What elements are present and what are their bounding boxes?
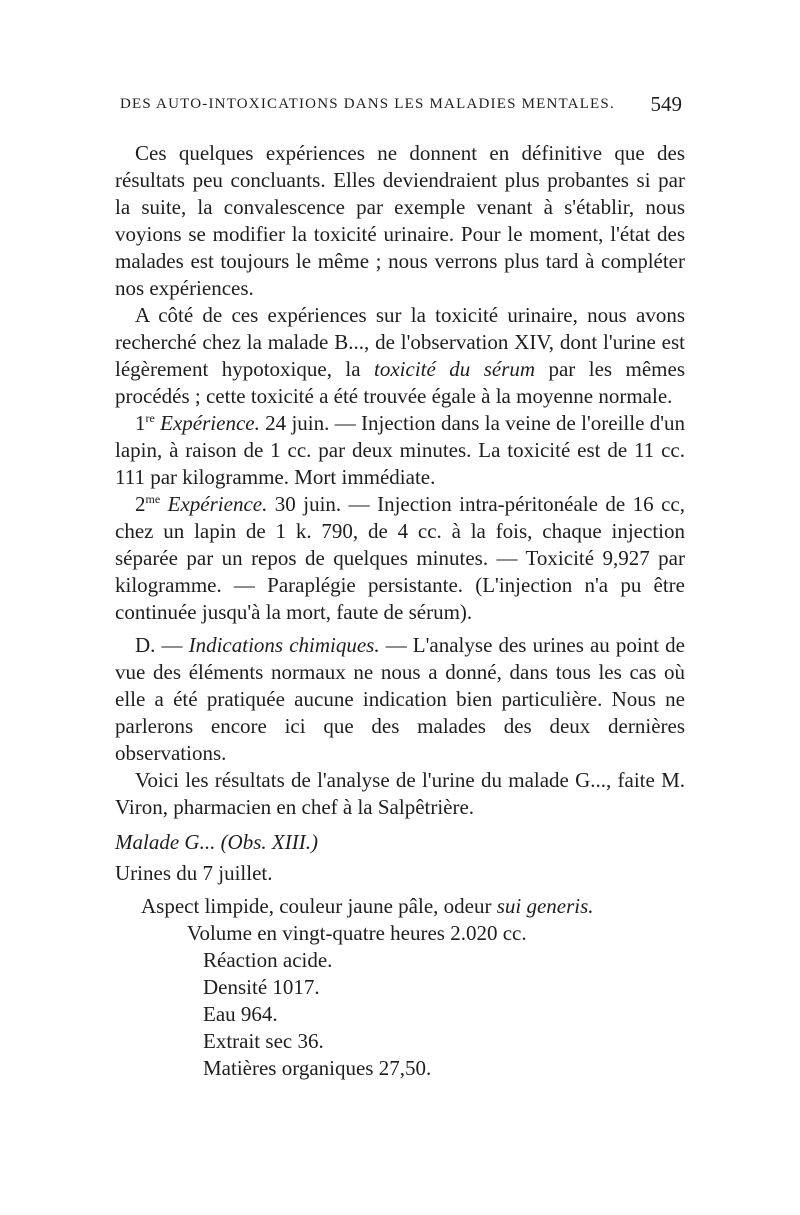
- analysis-caption: Malade G... (Obs. XIII.): [115, 830, 318, 854]
- running-header: [120, 92, 682, 116]
- analysis-item: Réaction acide.: [203, 948, 333, 972]
- page-number: 549: [650, 92, 682, 116]
- paragraph-serum: A côté de ces expériences sur la toxicité urinaire, nous avons recherché chez la malade B..., de l'observation XIV, dont l'urine est légèrement hypotoxique, la toxicité du sérum par les mêmes procédés ; cette toxicité a été trouvée égale à la moyenne normale.: [115, 303, 686, 408]
- analysis-subtitle: Urines du 7 juillet.: [115, 861, 273, 885]
- analysis-item: Matières organiques 27,50.: [203, 1056, 432, 1080]
- running-title: DES AUTO-INTOXICATIONS DANS LES MALADIES MENTALES.: [120, 96, 615, 112]
- page-body: [115, 140, 685, 1082]
- analysis-aspect: Aspect limpide, couleur jaune pâle, odeur sui generis.: [141, 894, 594, 918]
- experience-2-label: Expérience.: [167, 492, 268, 516]
- analysis-item: Extrait sec 36.: [203, 1029, 324, 1053]
- paragraph-results-intro: Voici les résultats de l'analyse de l'urine du malade G..., faite M. Viron, pharmacien en chef à la Salpêtrière.: [115, 768, 685, 819]
- section-d-title: Indications chimiques.: [188, 633, 380, 657]
- experience-2: $2^{me}$ Expérience. 30 juin. — Injection intra-péritonéale de 16 cc, chez un lapin de 1 k. 790, de 4 cc. à la fois, chaque injection séparée par un repos de quelques minutes. — Toxicité 9,927 par kilogramme. — Paraplégie persistante. (L'injection n'a pu être continuée jusqu'à la mort, faute de sérum).: [115, 492, 686, 624]
- analysis-volume: Volume en vingt-quatre heures 2.020 cc.: [187, 921, 527, 945]
- paragraph-conclusions: Ces quelques expériences ne donnent en définitive que des résultats peu concluants. Elles deviendraient plus probantes si par la suite, la convalescence par exemple venant à s'établir, nous voyions se modifier la toxicité urinaire. Pour le moment, l'état des malades est toujours le même ; nous verrons plus tard à compléter nos expériences.: [115, 141, 685, 300]
- experience-1-label: Expérience.: [160, 411, 260, 435]
- analysis-item: Eau 964.: [203, 1002, 278, 1026]
- serum-toxicity-term: toxicité du sérum: [374, 357, 536, 381]
- experience-1: 1re Expérience. 24 juin. — Injection dans la veine de l'oreille d'un lapin, à raison de 1 cc. par deux minutes. La toxicité est de 11 cc. 111 par kilogramme. Mort immédiate.: [115, 411, 685, 489]
- section-d: D. — Indications chimiques. — L'analyse des urines au point de vue des éléments normaux ne nous a donné, dans tous les cas où elle a été pratiquée aucune indication bien particulière. Nous ne parlerons encore ici que des malades des deux dernières observations.: [115, 633, 685, 765]
- urine-analysis: [115, 829, 685, 1082]
- analysis-item: Densité 1017.: [203, 975, 320, 999]
